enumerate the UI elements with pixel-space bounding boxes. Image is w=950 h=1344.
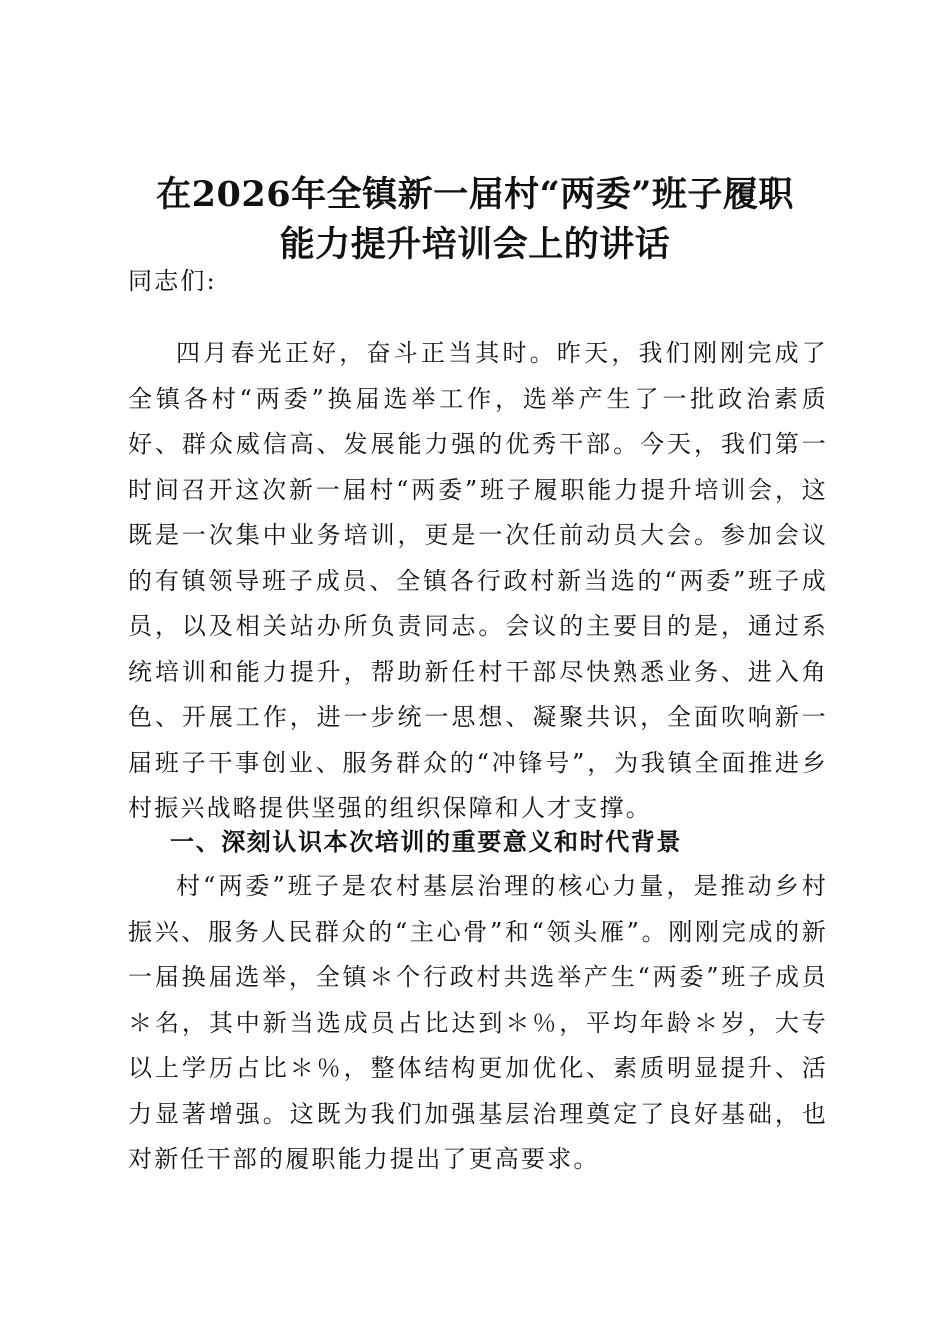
title-line-2: 能力提升培训会上的讲话 [279,224,671,265]
section-heading-1: 一、深刻认识本次培训的重要意义和时代背景 [170,827,682,856]
document-title [100,170,850,270]
salutation: 同志们: [128,267,217,295]
paragraph-section-1: 村“两委”班子是农村基层治理的核心力量，是推动乡村振兴、服务人民群众的“主心骨”和“领头雁”。刚刚完成的新一届换届选举，全镇＊个行政村共选举产生“两委”班子成员＊名，其中新当选成员占比达到＊％，平均年龄＊岁，大专以上学历占比＊％，整体结构更加优化、素质明显提升、活力显著增强。这既为我们加强基层治理奠定了良好基础，也对新任干部的履职能力提出了更高要求。 [128,872,828,1173]
title-line-1: 在2026年全镇新一届村“两委”班子履职 [156,174,794,215]
paragraph-opening: 四月春光正好，奋斗正当其时。昨天，我们刚刚完成了全镇各村“两委”换届选举工作，选举产生了一批政治素质好、群众威信高、发展能力强的优秀干部。今天，我们第一时间召开这次新一届村“两委”班子履职能力提升培训会，这既是一次集中业务培训，更是一次任前动员大会。参加会议的有镇领导班子成员、全镇各行政村新当选的“两委”班子成员，以及相关站办所负责同志。会议的主要目的是，通过系统培训和能力提升，帮助新任村干部尽快熟悉业务、进入角色、开展工作，进一步统一思想、凝聚共识，全面吹响新一届班子干事创业、服务群众的“冲锋号”，为我镇全面推进乡村振兴战略提供坚强的组织保障和人才支撑。 [128,339,828,822]
